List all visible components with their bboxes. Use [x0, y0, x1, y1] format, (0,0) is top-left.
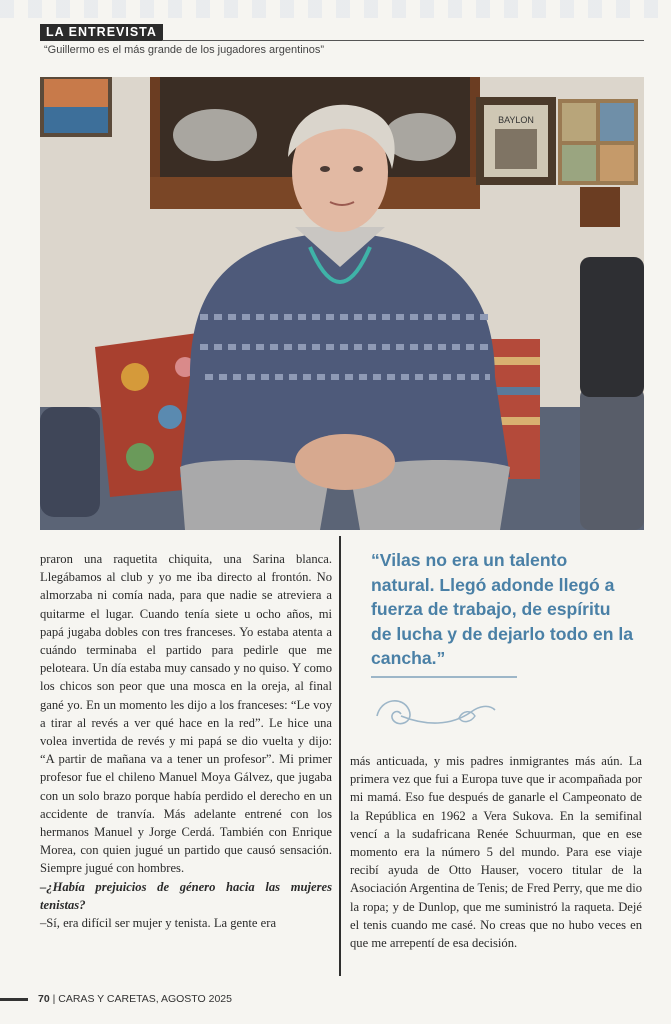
framed-poster: [476, 97, 556, 185]
pull-quote: “Vilas no era un talento natural. Llegó adonde llegó a fuerza de trabajo, de espíritu de lucha y de dejarlo todo en la cancha.”: [371, 550, 634, 669]
footer-bar: [0, 998, 28, 1001]
body-paragraph: –Sí, era difícil ser mujer y tenista. La gente era: [40, 916, 277, 931]
top-decorative-pattern: [0, 0, 671, 18]
column-divider: [339, 536, 341, 976]
section-tag: LA ENTREVISTA: [40, 24, 163, 41]
publication-name: CARAS Y CARETAS, AGOSTO 2025: [58, 993, 232, 1005]
body-paragraph: praron una raquetita chiquita, una Sarina blanca. Llegábamos al club y yo me iba directo al frontón. No almorzaba ni comía nada, para que nadie se atreviera a quitarme el lugar. Cuando tenía siete u ocho años, mi papá jugaba dobles con tres franceses. Yo estaba atenta a cuándo terminaba el partido para pedirle que me peloteara. Un día estaba muy cansado y no quiso. Y como los chicos son peor que una mosca en la oreja, al final gané yo. En un momento les dijo a los franceses: “Le voy a tirar al revés a ver qué hace en la red”. Le hice una volea invertida de revés y mi papá se dio vuelta y dijo: “A partir de mañana va a tener un profesor”. Mi primer profesor fue el chileno Manuel Moya Gálvez, que jugaba con un solo brazo porque había perdido el derecho en un accidente de tranvía. Más adelante entrené con los hermanos Manuel y Jorge Cerdá. También con Enrique Morea, con quien jugué un partido que causó sensación. Siempre jugué con hombres.: [40, 552, 332, 876]
right-text-column: [350, 752, 642, 952]
header-rule: [162, 40, 644, 41]
article-subtitle: “Guillermo es el más grande de los jugadores argentinos”: [44, 44, 325, 56]
interview-question: –¿Había prejuicios de género hacia las mujeres tenistas?: [40, 879, 332, 912]
flourish-ornament-icon: [371, 686, 501, 736]
poster-label: BAYLON: [498, 115, 534, 125]
page-number: 70: [38, 993, 50, 1005]
page-footer: [38, 993, 232, 1005]
left-text-column: [40, 550, 332, 932]
pull-quote-rule: [371, 676, 517, 678]
body-paragraph: más anticuada, y mis padres inmigrantes más aún. La primera vez que fui a Europa tuve que ir acompañada por mi mamá. Eso fue después de ganarle el Campeonato de la República en 1962 a Vera Sukova. En la semifinal vencí a la sudafricana Renée Schuurman, que en ese momento era la número 5 del mundo. Para ese viaje recibí ayuda de Otto Hauser, vocero titular de la Asociación Argentina de Tenis; de Fred Perry, que me dio la ropa; y de Dunlop, que me suministró la raqueta. Dejé el tenis cuando me casé. No creas que no hubo veces en que me arrepentí de esa decisión.: [350, 754, 642, 951]
portrait-photo: [40, 77, 644, 530]
wall-painting: [40, 77, 112, 137]
footer-separator: |: [52, 993, 56, 1005]
